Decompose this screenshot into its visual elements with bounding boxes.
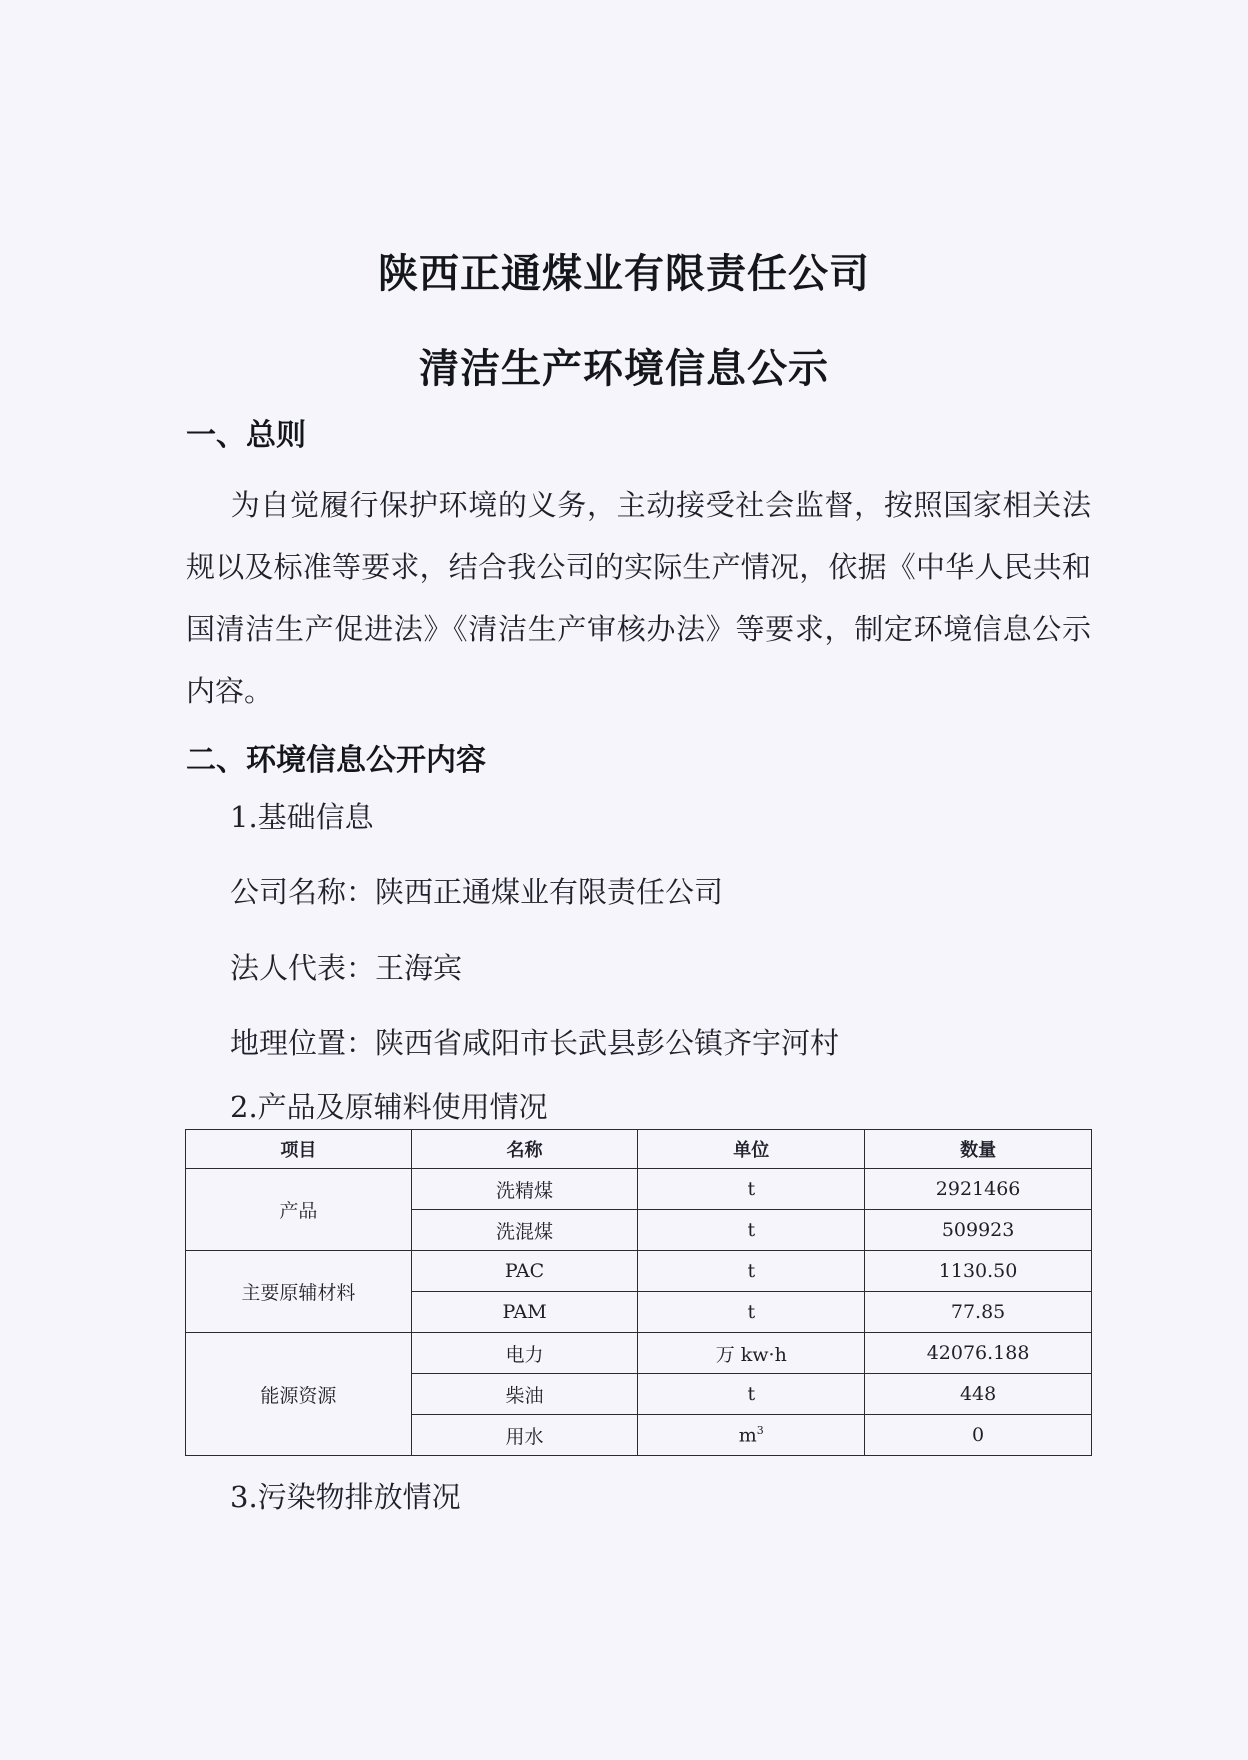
- quantity-cell: 0: [865, 1415, 1092, 1456]
- name-cell: PAC: [411, 1251, 638, 1292]
- general-paragraph-text: 为自觉履行保护环境的义务，主动接受社会监督，按照国家相关法规以及标准等要求，结合我公司的实际生产情况，依据《中华人民共和国清洁生产促进法》《清洁生产审核办法》等要求，制定环境信息公示内容。: [186, 488, 1091, 708]
- subheading-pollutant-emission: 3.污染物排放情况: [230, 1480, 461, 1514]
- quantity-cell: 509923: [865, 1210, 1092, 1251]
- unit-base: m: [738, 1424, 757, 1447]
- unit-cell: [638, 1415, 865, 1456]
- unit-cell: t: [638, 1292, 865, 1333]
- company-name-line: 公司名称：陕西正通煤业有限责任公司: [230, 875, 724, 909]
- name-cell: 洗混煤: [411, 1210, 638, 1251]
- header-cell: 单位: [638, 1130, 865, 1169]
- section-heading-disclosure: 二、环境信息公开内容: [186, 743, 486, 778]
- table-header-row: [186, 1130, 1092, 1169]
- table-row: [186, 1333, 1092, 1374]
- name-cell: 洗精煤: [411, 1169, 638, 1210]
- section-heading-general: 一、总则: [186, 418, 306, 453]
- name-cell: 用水: [411, 1415, 638, 1456]
- unit-cell: t: [638, 1210, 865, 1251]
- subheading-basic-info: 1.基础信息: [230, 800, 374, 834]
- unit-cell: 万 kw·h: [638, 1333, 865, 1374]
- table-row: [186, 1251, 1092, 1292]
- unit-cell: t: [638, 1374, 865, 1415]
- quantity-cell: 1130.50: [865, 1251, 1092, 1292]
- table-row: [186, 1169, 1092, 1210]
- legal-representative-line: 法人代表：王海宾: [230, 951, 463, 985]
- subheading-products-materials: 2.产品及原辅料使用情况: [230, 1090, 548, 1124]
- unit-cell: t: [638, 1251, 865, 1292]
- general-paragraph: [186, 474, 1091, 722]
- location-line: 地理位置：陕西省咸阳市长武县彭公镇齐宇河村: [230, 1026, 840, 1060]
- unit-cell: t: [638, 1169, 865, 1210]
- category-cell: 能源资源: [186, 1333, 412, 1456]
- quantity-cell: 2921466: [865, 1169, 1092, 1210]
- unit-superscript: 3: [756, 1423, 764, 1437]
- name-cell: 柴油: [411, 1374, 638, 1415]
- document-title-line-2: 清洁生产环境信息公示: [419, 345, 829, 392]
- category-cell: 产品: [186, 1169, 412, 1251]
- header-cell: 数量: [865, 1130, 1092, 1169]
- document-title-line-1: 陕西正通煤业有限责任公司: [378, 250, 870, 297]
- quantity-cell: 448: [865, 1374, 1092, 1415]
- header-cell: 名称: [411, 1130, 638, 1169]
- products-materials-table: [185, 1129, 1092, 1456]
- quantity-cell: 77.85: [865, 1292, 1092, 1333]
- name-cell: 电力: [411, 1333, 638, 1374]
- header-cell: 项目: [186, 1130, 412, 1169]
- quantity-cell: 42076.188: [865, 1333, 1092, 1374]
- category-cell: 主要原辅材料: [186, 1251, 412, 1333]
- name-cell: PAM: [411, 1292, 638, 1333]
